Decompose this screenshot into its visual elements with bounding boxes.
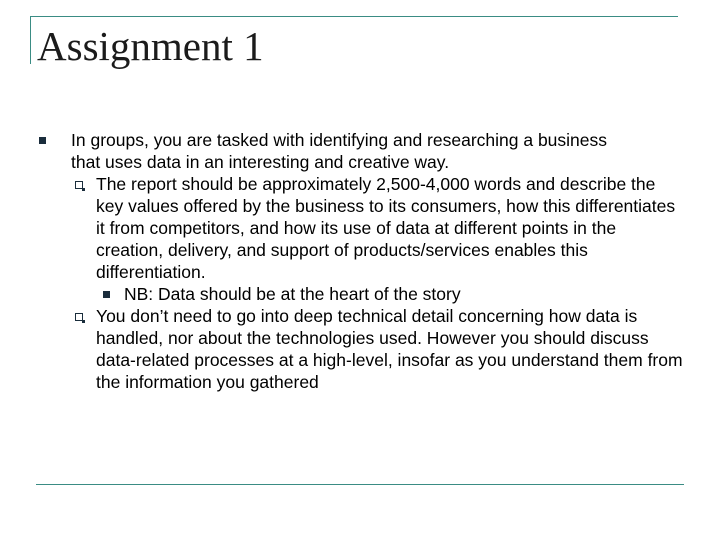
hollow-square-bullet-icon bbox=[75, 181, 83, 189]
bullet-text: In groups, you are tasked with identifying and researching a business that uses data in an interesting and creative way. bbox=[71, 130, 608, 172]
left-divider-line bbox=[30, 16, 31, 64]
sub-bullet-text: The report should be approximately 2,500-4,000 words and describe the key values offered by the business to its consumers, how this differentiates it from competitors, and how its use of data at different points in the creation, delivery, and support of products/services enables this differentiation. bbox=[96, 174, 676, 282]
slide-title: Assignment 1 bbox=[37, 23, 264, 69]
hollow-square-bullet-icon bbox=[75, 313, 83, 321]
sub-bullet-item bbox=[0, 305, 686, 393]
square-bullet-icon bbox=[39, 137, 46, 144]
bottom-divider-line bbox=[36, 484, 684, 485]
sub-sub-bullet-item bbox=[0, 283, 664, 305]
bullet-item bbox=[0, 129, 611, 173]
sub-sub-bullet-text: NB: Data should be at the heart of the story bbox=[124, 284, 461, 304]
sub-bullet-text: You don’t need to go into deep technical detail concerning how data is handled, nor about the technologies used. However you should discuss data-related processes at a high-level, insofar as you understand them from the information you gathered bbox=[96, 306, 683, 392]
slide-body bbox=[0, 129, 720, 393]
top-divider-line bbox=[30, 16, 678, 17]
square-bullet-icon bbox=[103, 291, 110, 298]
sub-bullet-item bbox=[0, 173, 686, 283]
